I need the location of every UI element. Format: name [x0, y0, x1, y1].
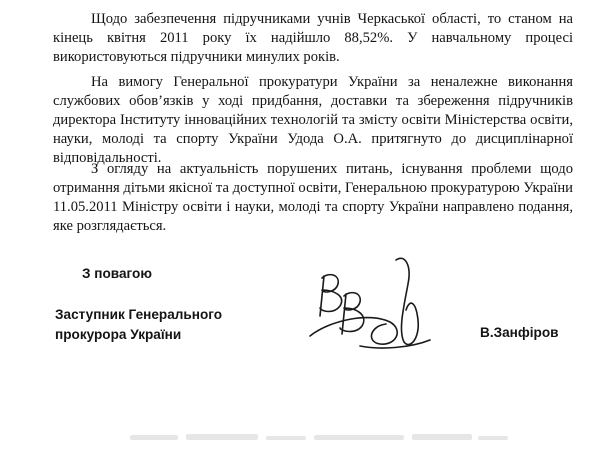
signer-name: В.Занфіров: [480, 325, 559, 340]
paragraph-disciplinary-action: На вимогу Генеральної прокуратури України за неналежне виконання службових обов’язків у ході придбання, доставки та збереження підручників директора Інституту інноваційних технологій та змісту освіти Міністерства освіти, науки, молоді та спорту України Удода О.А. притягнуто до дисциплінарної відповідальності.: [53, 74, 573, 166]
signer-position: [55, 305, 222, 345]
position-line-2: прокурора України: [55, 327, 182, 342]
show-through-bleed: [130, 432, 510, 444]
closing-salutation: З повагою: [82, 266, 152, 281]
handwritten-signature: [300, 250, 440, 360]
paragraph-submission: З огляду на актуальність порушених питань, існування проблеми щодо отримання дітьми якісної та доступної освіти, Генеральною прокуратурою України 11.05.2011 Міністру освіти і науки, молоді та спорту України направлено подання, яке розглядається.: [53, 161, 573, 234]
position-line-1: Заступник Генерального: [55, 307, 223, 322]
paragraph-textbooks-supply: Щодо забезпечення підручниками учнів Черкаської області, то станом на кінець квітня 2011 року їх надійшло 88,52%. У навчальному процесі використовуються підручники минулих років.: [53, 11, 573, 65]
